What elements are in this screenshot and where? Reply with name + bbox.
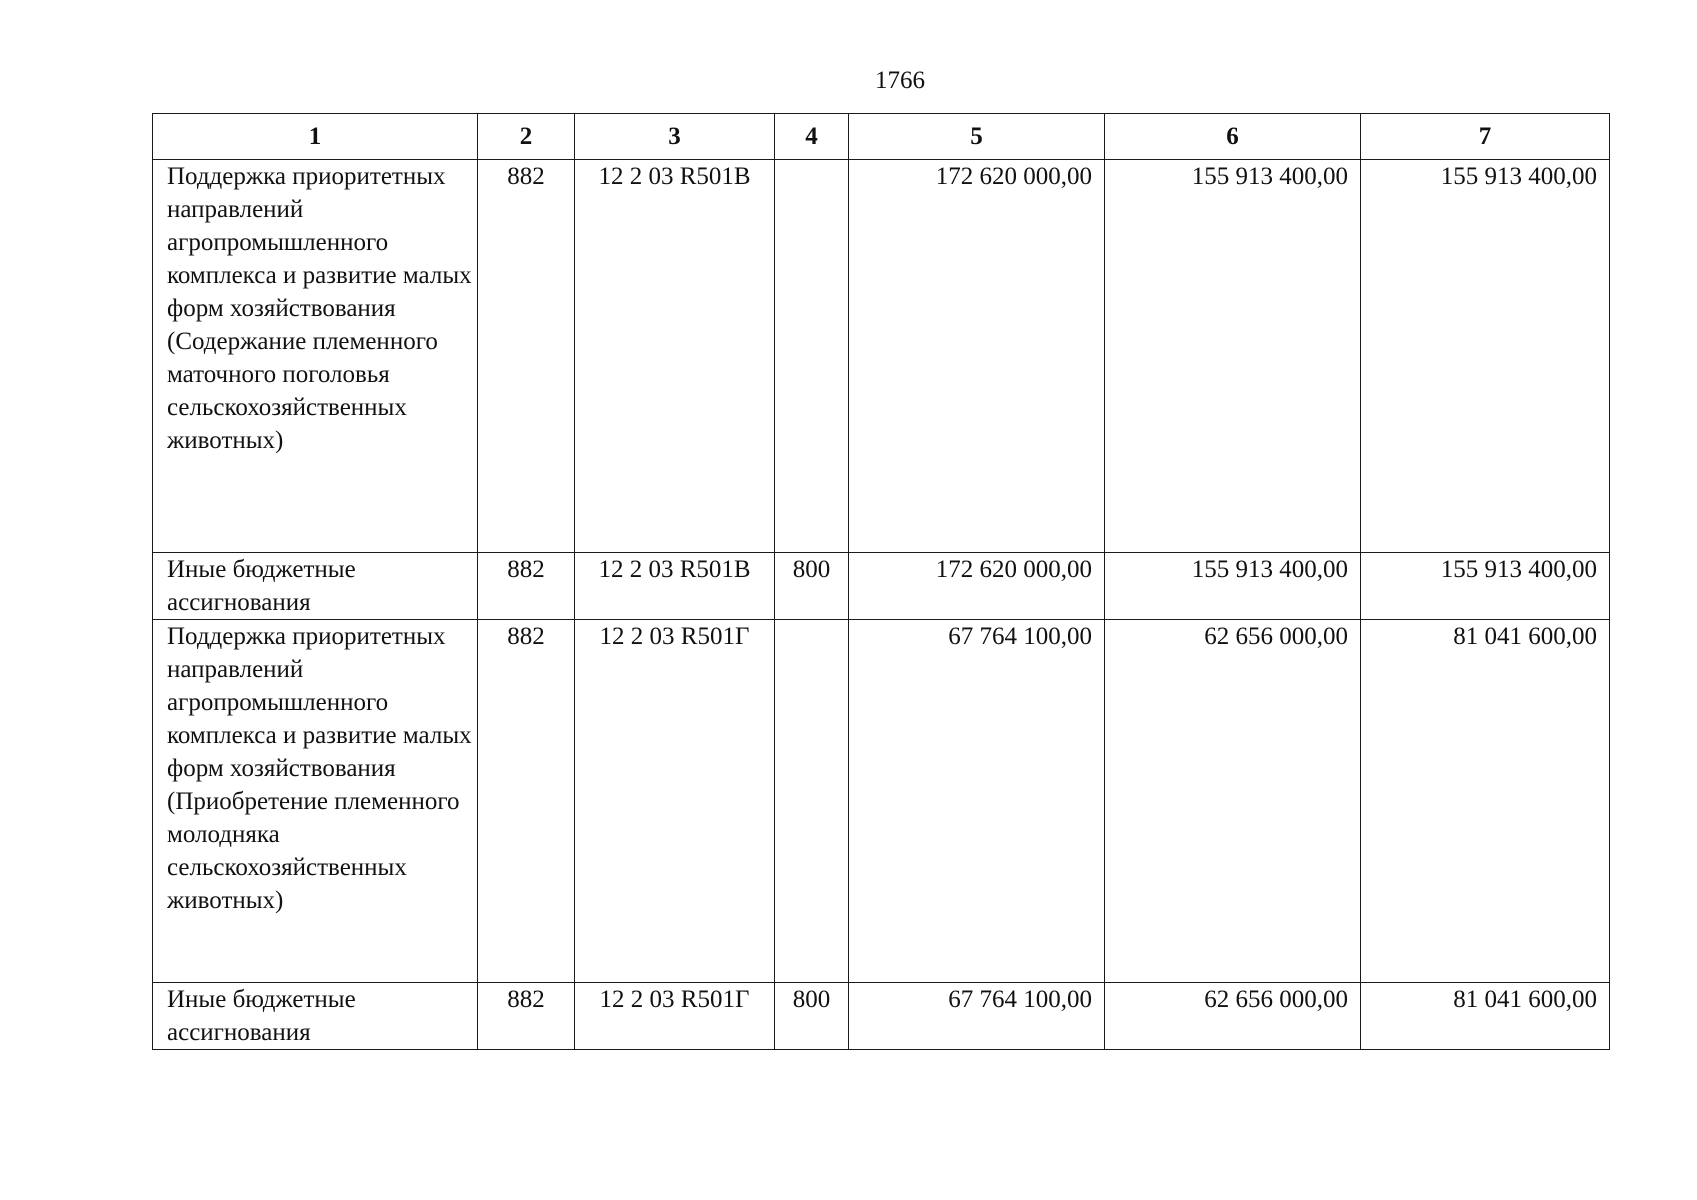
row-col-2: 882 <box>478 553 575 620</box>
table-row <box>153 620 1610 983</box>
row-col-6: 62 656 000,00 <box>1105 983 1361 1050</box>
row-col-3: 12 2 03 R501В <box>575 553 775 620</box>
row-col-5: 67 764 100,00 <box>849 620 1105 983</box>
row-col-3: 12 2 03 R501Г <box>575 983 775 1050</box>
row-col-7: 81 041 600,00 <box>1361 620 1610 983</box>
row-name: Иные бюджетные ассигнования <box>153 983 478 1050</box>
row-col-4 <box>775 620 849 983</box>
row-col-7: 155 913 400,00 <box>1361 553 1610 620</box>
header-col-4: 4 <box>775 114 849 160</box>
row-col-5: 172 620 000,00 <box>849 553 1105 620</box>
row-col-6: 155 913 400,00 <box>1105 160 1361 553</box>
row-col-4 <box>775 160 849 553</box>
row-name: Поддержка приоритетных направлений агропромышленного комплекса и развитие малых форм хозяйствования (Содержание племенного маточного поголовья сельскохозяйственных животных) <box>153 160 478 553</box>
budget-table <box>152 113 1610 1050</box>
row-col-5: 67 764 100,00 <box>849 983 1105 1050</box>
row-col-7: 81 041 600,00 <box>1361 983 1610 1050</box>
row-col-3: 12 2 03 R501Г <box>575 620 775 983</box>
header-col-2: 2 <box>478 114 575 160</box>
header-col-6: 6 <box>1105 114 1361 160</box>
row-col-7: 155 913 400,00 <box>1361 160 1610 553</box>
row-name: Поддержка приоритетных направлений агропромышленного комплекса и развитие малых форм хозяйствования (Приобретение племенного молодняка сельскохозяйственных животных) <box>153 620 478 983</box>
row-col-3: 12 2 03 R501В <box>575 160 775 553</box>
row-col-5: 172 620 000,00 <box>849 160 1105 553</box>
row-col-4: 800 <box>775 553 849 620</box>
table-row <box>153 553 1610 620</box>
row-col-6: 62 656 000,00 <box>1105 620 1361 983</box>
table-row <box>153 160 1610 553</box>
header-col-7: 7 <box>1361 114 1610 160</box>
header-row <box>153 114 1610 160</box>
row-col-6: 155 913 400,00 <box>1105 553 1361 620</box>
row-col-2: 882 <box>478 620 575 983</box>
header-col-3: 3 <box>575 114 775 160</box>
row-name: Иные бюджетные ассигнования <box>153 553 478 620</box>
row-col-2: 882 <box>478 983 575 1050</box>
row-col-4: 800 <box>775 983 849 1050</box>
table-row <box>153 983 1610 1050</box>
header-col-5: 5 <box>849 114 1105 160</box>
row-col-2: 882 <box>478 160 575 553</box>
header-col-1: 1 <box>153 114 478 160</box>
page-number: 1766 <box>875 67 925 94</box>
